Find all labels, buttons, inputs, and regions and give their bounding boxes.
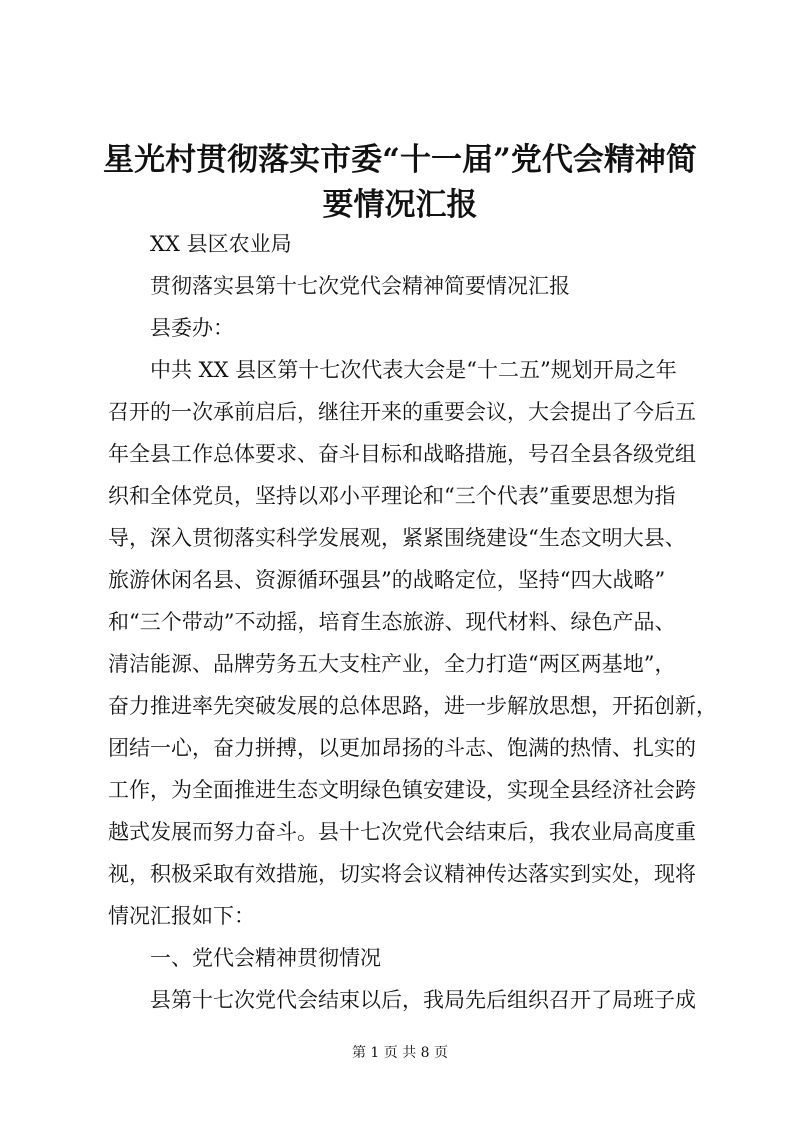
body-text-line: 视，积极采取有效措施，切实将会议精神传达落实到实处，现将: [108, 862, 696, 886]
body-text-line: 奋力推进率先突破发展的总体思路，进一步解放思想，开拓创新，: [108, 694, 717, 718]
body-text-line: 导，深入贯彻落实科学发展观，紧紧围绕建设“生态文明大县、: [108, 526, 686, 550]
body-text-line: 织和全体党员，坚持以邓小平理论和“三个代表”重要思想为指: [108, 484, 676, 508]
body-text-line: 年全县工作总体要求、奋斗目标和战略措施，号召全县各级党组: [108, 442, 696, 466]
body-text-line: 旅游休闲名县、资源循环强县”的战略定位，坚持“四大战略”: [108, 568, 666, 592]
body-text-line: 中共 XX 县区第十七次代表大会是“十二五”规划开局之年: [150, 358, 677, 382]
body-text-line: 工作，为全面推进生态文明绿色镇安建设，实现全县经济社会跨: [108, 778, 696, 802]
body-text-line: 团结一心，奋力拼搏，以更加昂扬的斗志、饱满的热情、扎实的: [108, 736, 696, 760]
report-subject-line: 贯彻落实县第十七次党代会精神简要情况汇报: [150, 274, 570, 298]
body-text-line: 和“三个带动”不动摇，培育生态旅游、现代材料、绿色产品、: [108, 610, 676, 634]
issuer-line: XX 县区农业局: [150, 232, 292, 256]
body-text-line: 县第十七次党代会结束以后，我局先后组织召开了局班子成: [150, 988, 696, 1012]
addressee-line: 县委办：: [150, 316, 234, 340]
body-text-line: 清洁能源、品牌劳务五大支柱产业，全力打造“两区两基地”，: [108, 652, 676, 676]
document-title-line-1: 星光村贯彻落实市委“十一届”党代会精神简: [103, 142, 697, 178]
page-number-footer: 第 1 页 共 8 页: [351, 1045, 449, 1061]
document-title-line-2: 要情况汇报: [322, 187, 478, 223]
body-text-line: 情况汇报如下：: [108, 904, 255, 928]
body-text-line: 越式发展而努力奋斗。县十七次党代会结束后，我农业局高度重: [108, 820, 696, 844]
body-text-line: 召开的一次承前启后，继往开来的重要会议，大会提出了今后五: [108, 400, 696, 424]
section-heading: 一、党代会精神贯彻情况: [150, 946, 381, 970]
